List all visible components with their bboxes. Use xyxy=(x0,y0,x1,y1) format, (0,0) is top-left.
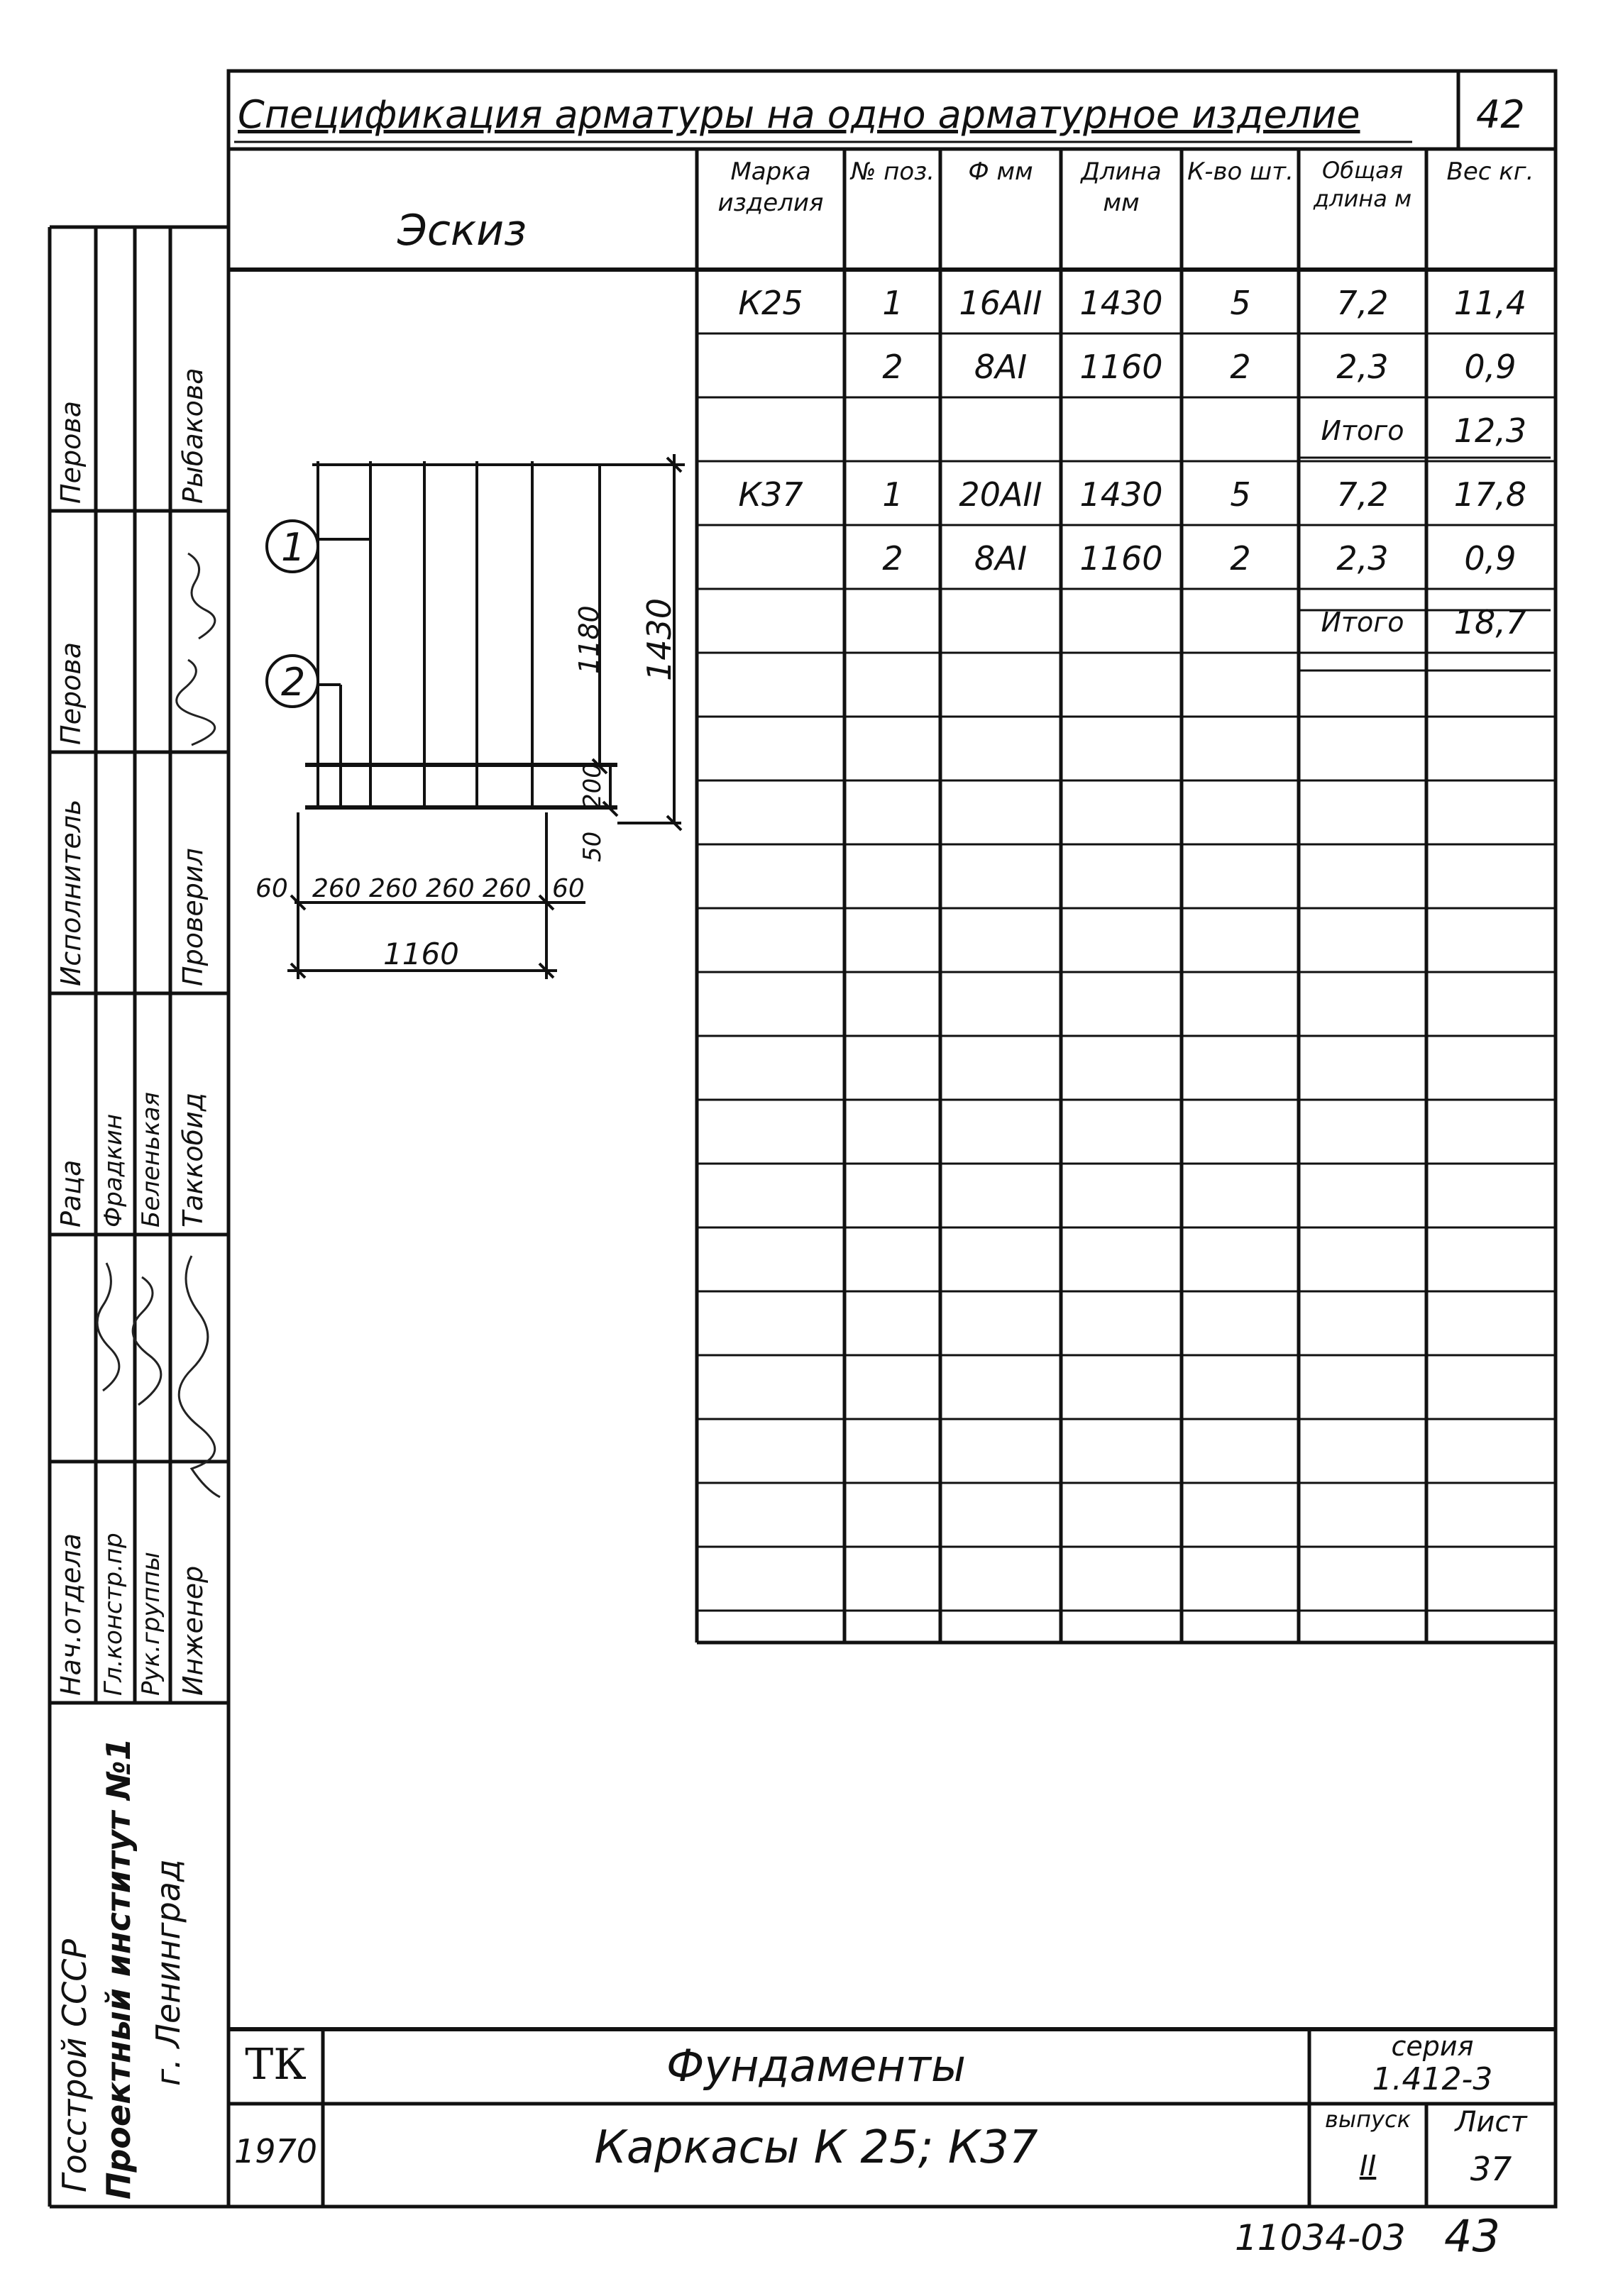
cell-dia: 8АI xyxy=(974,348,1028,386)
stamp-role-takkobid: Таккобид xyxy=(177,1092,209,1227)
cell-total: 7,2 xyxy=(1336,284,1389,322)
cell-pos: 2 xyxy=(882,348,903,386)
stamp-org-3: г. Ленинград xyxy=(149,1859,187,2086)
page-number-top: 42 xyxy=(1476,92,1525,137)
series-label: серия xyxy=(1391,2031,1474,2062)
header-weight: Вес кг. xyxy=(1446,158,1534,186)
dim-260-d: 260 xyxy=(483,874,532,903)
header-pos: № поз. xyxy=(850,158,935,186)
stamp-role-ispolnitel: Исполнитель xyxy=(55,799,87,986)
cell-total: 7,2 xyxy=(1336,475,1389,514)
stamp-name-fradkin: Фрадкин xyxy=(99,1113,128,1227)
cell-weight: 0,9 xyxy=(1464,539,1517,578)
cell-total: 2,3 xyxy=(1336,539,1389,578)
sheet-label: Лист xyxy=(1455,2106,1527,2138)
dim-1160: 1160 xyxy=(383,937,459,971)
header-total-length: Общая длина м xyxy=(1313,157,1412,212)
spec-title: Спецификация арматуры на одно арматурное изделие xyxy=(238,92,1360,137)
dim-1430: 1430 xyxy=(640,597,678,681)
stamp-name-rybakova: Рыбакова xyxy=(177,368,209,504)
cell-weight: 0,9 xyxy=(1464,348,1517,386)
sketch-header: Эскиз xyxy=(397,206,527,255)
cell-qty: 5 xyxy=(1230,284,1251,322)
header-dia: Ф мм xyxy=(968,158,1033,186)
cell-total: Итого xyxy=(1321,607,1404,638)
cell-weight: 11,4 xyxy=(1453,284,1527,322)
archive-number: 11034-03 xyxy=(1235,2217,1406,2258)
cell-len: 1160 xyxy=(1079,348,1163,386)
stamp-role-inzhener: Инженер xyxy=(177,1565,209,1696)
dim-50: 50 xyxy=(578,831,607,862)
stamp-name-raca: Раца xyxy=(55,1159,87,1227)
dim-260-a: 260 xyxy=(312,874,361,903)
cell-len: 1160 xyxy=(1079,539,1163,578)
stamp-name-perova-1: Перова xyxy=(55,400,87,504)
issue-label: выпуск xyxy=(1325,2106,1411,2133)
cell-qty: 2 xyxy=(1230,348,1251,386)
title-block-name-2: Каркасы К 25; К37 xyxy=(594,2121,1038,2174)
dim-260-c: 260 xyxy=(426,874,475,903)
cell-len: 1430 xyxy=(1079,284,1163,322)
stamp-role-ruk: Рук.группы xyxy=(137,1552,165,1696)
cell-mark: К37 xyxy=(738,475,803,514)
stamp-role-proveril: Проверил xyxy=(177,848,209,986)
dim-60-left: 60 xyxy=(255,874,288,903)
header-qty: К-во шт. xyxy=(1187,158,1294,186)
cell-dia: 16АII xyxy=(959,284,1042,322)
cell-dia: 20АII xyxy=(959,475,1042,514)
title-block-code: ТК xyxy=(245,2040,307,2090)
cell-qty: 2 xyxy=(1230,539,1251,578)
dim-200: 200 xyxy=(578,763,607,809)
callout-1: 1 xyxy=(281,525,306,570)
cell-len: 1430 xyxy=(1079,475,1163,514)
page-number-bottom: 43 xyxy=(1444,2210,1500,2262)
stamp-name-belenkaya: Беленькая xyxy=(137,1092,165,1227)
header-mark: Марка изделия xyxy=(717,158,824,217)
dim-60-right: 60 xyxy=(552,874,585,903)
callout-2: 2 xyxy=(281,660,306,705)
stamp-role-glkonstr: Гл.констр.пр xyxy=(99,1533,128,1696)
stamp-role-nach: Нач.отдела xyxy=(55,1533,87,1696)
stamp-org-2: Проектный институт №1 xyxy=(99,1738,138,2200)
cell-total: 2,3 xyxy=(1336,348,1389,386)
title-block-name-1: Фундаменты xyxy=(666,2040,966,2092)
cell-weight: 12,3 xyxy=(1453,412,1527,450)
series-value: 1.412-3 xyxy=(1372,2061,1493,2097)
issue-value: II xyxy=(1359,2150,1377,2182)
cell-pos: 1 xyxy=(882,284,903,322)
cell-pos: 1 xyxy=(882,475,903,514)
cell-mark: К25 xyxy=(738,284,803,322)
cell-weight: 17,8 xyxy=(1453,475,1527,514)
cell-pos: 2 xyxy=(882,539,903,578)
sheet-value: 37 xyxy=(1470,2150,1512,2188)
cell-total: Итого xyxy=(1321,415,1404,446)
cell-weight: 18,7 xyxy=(1453,603,1527,641)
cell-dia: 8АI xyxy=(974,539,1028,578)
cell-qty: 5 xyxy=(1230,475,1251,514)
dim-260-b: 260 xyxy=(369,874,418,903)
stamp-org-1: Госстрой СССР xyxy=(55,1938,94,2192)
header-length: Длина мм xyxy=(1081,158,1162,217)
title-block-year: 1970 xyxy=(233,2132,318,2170)
dim-1180: 1180 xyxy=(573,605,605,674)
stamp-name-perova-2: Перова xyxy=(55,641,87,745)
